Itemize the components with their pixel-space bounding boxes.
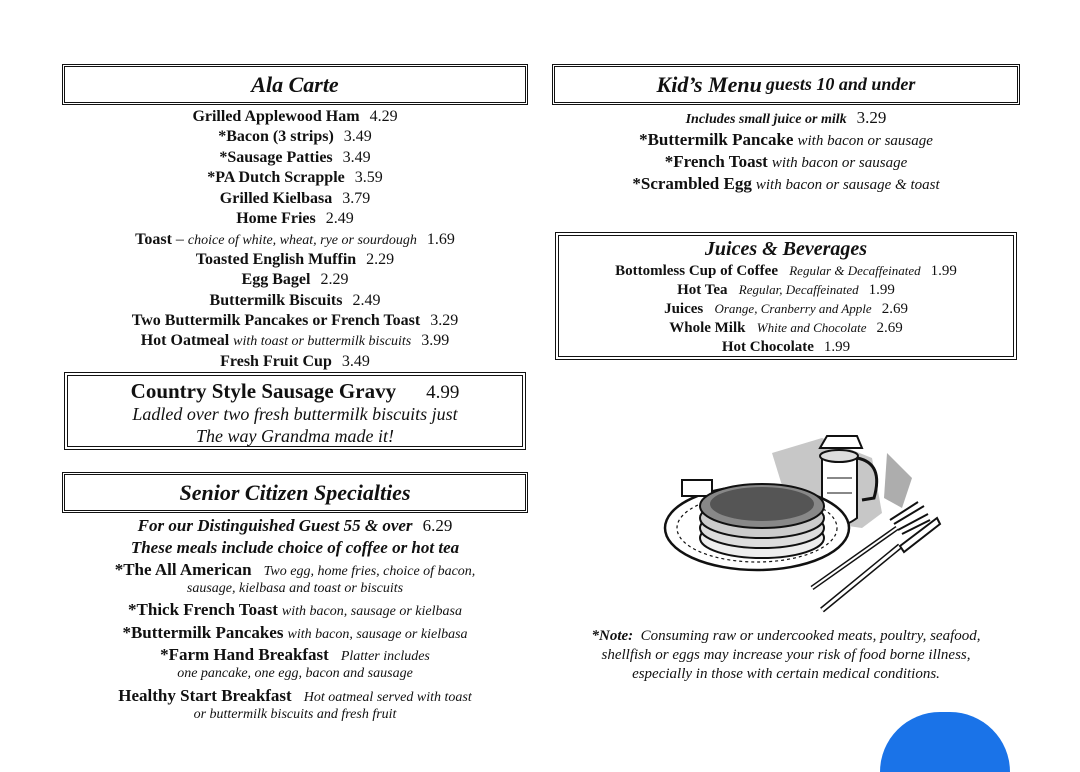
menu-item-toast: Toast – choice of white, wheat, rye or sourdough 1.69 [135,231,455,248]
senior-item-desc: one pancake, one egg, bacon and sausage [177,666,413,681]
beverage-item: Bottomless Cup of Coffee Regular & Decaffeinated 1.99 [615,263,957,279]
senior-title: Senior Citizen Specialties [179,479,411,505]
kids-subtitle: guests 10 and under [765,74,916,94]
menu-item: *Sausage Patties 3.49 [219,149,371,166]
menu-item: *PA Dutch Scrapple 3.59 [207,169,383,186]
menu-item: Buttermilk Biscuits 2.49 [209,292,381,309]
note-line-1: *Note: Consuming raw or undercooked meats, poultry, seafood, [591,628,981,644]
ala-carte-header [62,64,528,105]
ala-carte-title: Ala Carte [251,71,339,97]
senior-intro: For our Distinguished Guest 55 & over 6.29 [137,516,453,535]
kids-item: *Buttermilk Pancake with bacon or sausage [639,130,933,149]
gravy-box [64,372,526,450]
beverage-item: Hot Tea Regular, Decaffeinated 1.99 [677,282,895,298]
menu-item: Two Buttermilk Pancakes or French Toast 3.29 [131,312,459,329]
menu-item-oatmeal: Hot Oatmeal with toast or buttermilk biscuits 3.99 [140,332,450,349]
beverage-item: Juices Orange, Cranberry and Apple 2.69 [664,301,908,317]
note-line-2: shellfish or eggs may increase your risk of food borne illness, [601,647,971,663]
senior-item: Healthy Start Breakfast Hot oatmeal served with toast [118,686,472,705]
senior-item-desc: sausage, kielbasa and toast or biscuits [186,581,404,596]
kids-header [552,64,1020,105]
senior-item-desc: or buttermilk biscuits and fresh fruit [193,707,397,722]
note-line-3: especially in those with certain medical conditions. [632,666,940,682]
senior-item: *The All American Two egg, home fries, choice of bacon, [114,560,476,579]
menu-item: Toasted English Muffin 2.29 [195,251,395,268]
menu-item: Grilled Kielbasa 3.79 [219,190,371,207]
menu-item: Egg Bagel 2.29 [241,271,349,288]
beverages-title: Juices & Beverages [704,238,868,260]
senior-header [62,472,528,513]
gravy-desc-2: The way Grandma made it! [196,426,394,446]
pancake-stack-icon [700,484,824,558]
menu-item: Home Fries 2.49 [236,210,354,227]
kids-title: Kid’s Menu [656,71,762,97]
pancake-illustration [662,418,942,613]
senior-item: *Thick French Toast with bacon, sausage or kielbasa [128,600,462,619]
senior-intro-2: These meals include choice of coffee or hot tea [130,538,460,557]
kids-item: *Scrambled Egg with bacon or sausage & toast [632,174,940,193]
left-column [62,0,528,732]
menu-item: Grilled Applewood Ham 4.29 [192,108,398,125]
butter-icon [682,480,712,496]
kids-item: *French Toast with bacon or sausage [664,152,908,171]
beverage-item: Whole Milk White and Chocolate 2.69 [669,320,903,336]
beverage-item: Hot Chocolate 1.99 [721,339,851,355]
gravy-title: Country Style Sausage Gravy 4.99 [130,379,460,403]
beverages-box [555,232,1017,360]
right-column [552,0,1020,732]
menu-item: *Bacon (3 strips) 3.49 [218,128,372,145]
senior-item: *Buttermilk Pancakes with bacon, sausage or kielbasa [122,623,468,642]
senior-item: *Farm Hand Breakfast Platter includes [160,645,430,664]
menu-item: Fresh Fruit Cup 3.49 [220,353,370,370]
gravy-desc-1: Ladled over two fresh buttermilk biscuits just [132,404,458,424]
kids-includes: Includes small juice or milk 3.29 [685,108,887,127]
